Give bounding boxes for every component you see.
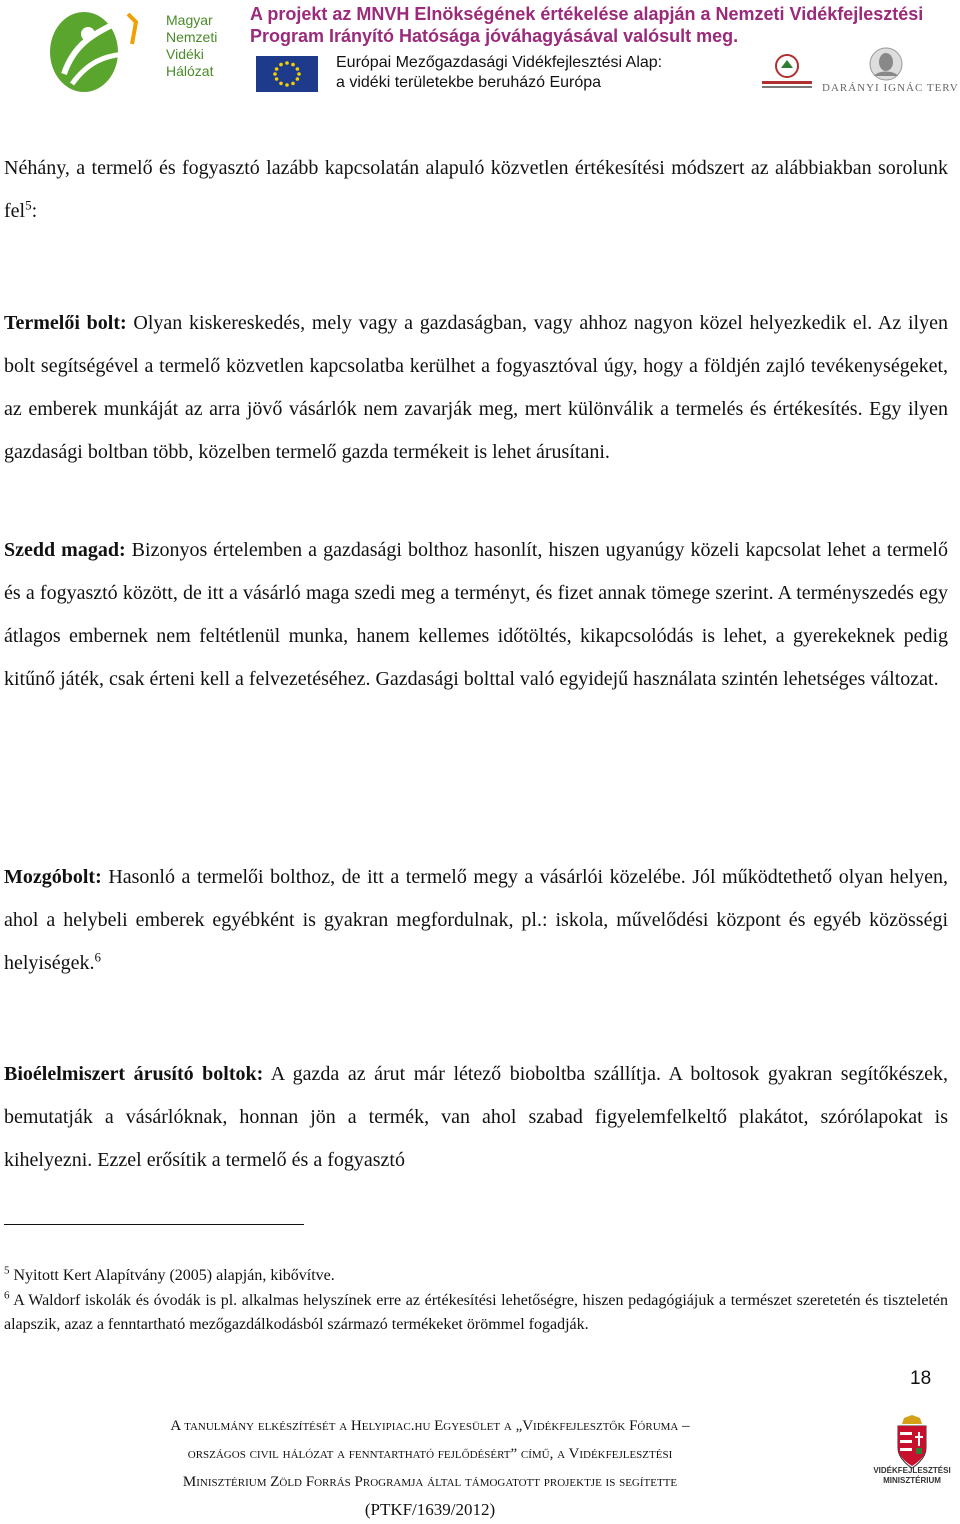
footer-line-2: országos civil hálózat a fenntartható fejlődésért” című, a Vidékfejlesztési xyxy=(187,1446,673,1462)
section-term: Termelői bolt: xyxy=(4,312,127,334)
footnote-number: 6 xyxy=(4,1289,10,1302)
section-mozgobolt xyxy=(4,856,948,985)
footnote-ref-5: 5 xyxy=(25,197,32,213)
footnote-divider xyxy=(4,1224,304,1225)
eafrd-title: Európai Mezőgazdasági Vidékfejlesztési Alap: xyxy=(336,54,663,71)
section-term: Mozgóbolt: xyxy=(4,866,102,888)
footnote-text: Nyitott Kert Alapítvány (2005) alapján, kibővítve. xyxy=(9,1267,335,1284)
project-notice-line-2: Program Irányító Hatósága jóváhagyásával valósult meg. xyxy=(250,26,739,46)
footnote-6 xyxy=(4,1289,948,1337)
section-text: Olyan kiskereskedés, mely vagy a gazdaságban, vagy ahhoz nagyon közel helyezkedik el. Az ilyen bolt segítségével a termelő közvetlen kapcsolatba kerülhet a fogyasztóval úgy, hogy a földjén zajló tevékenységeket, az emberek munkáját az arra jövő vásárlók nem zavarják meg, mert különválik a termelés és értékesítés. Egy ilyen gazdasági boltban több, közelben termelő gazda termékeit is lehet árusítani. xyxy=(4,312,948,463)
section-text: Hasonló a termelői bolthoz, de itt a termelő megy a vásárlói közelébe. Jól működtethető olyan helyen, ahol a helybeli emberek egyébként is gyakran megfordulnak, pl.: iskola, művelődési központ és egyéb közösségi helyiségek. xyxy=(4,866,948,974)
page-header xyxy=(0,0,960,110)
network-logo-word: Hálózat xyxy=(166,63,214,79)
project-notice-line-1: A projekt az MNVH Elnökségének értékelése alapján a Nemzeti Vidékfejlesztési xyxy=(250,4,924,24)
eu-flag-icon xyxy=(256,56,318,92)
section-text: Bizonyos értelemben a gazdasági bolthoz hasonlít, hiszen ugyanúgy közeli kapcsolat lehet a termelő és a fogyasztó között, de itt a vásárló maga szedi meg a terményt, és fizet annak tömege szerint. A terményszedés egy átlagos embernek nem feltétlenül munka, hanem kellemes időtöltés, kikapcsolódás is lehet, a gyerekeknek pedig kitűnő játék, csak érteni kell a felvezetéséhez. Gazdasági bolttal való egyidejű használata szintén lehetséges változat. xyxy=(4,539,948,690)
footer-line-1: A tanulmány elkészítését a Helyipiac.hu Egyesület a „Vidékfejlesztők Fóruma – xyxy=(170,1418,690,1434)
uj-magyarorszag-logo-icon xyxy=(754,52,820,96)
network-logo-text xyxy=(166,12,217,80)
intro-text: Néhány, a termelő és fogyasztó lazább kapcsolatán alapuló közvetlen értékesítési módszert az alábbiakban sorolunk fel xyxy=(4,157,948,222)
footer-line-3: Minisztérium Zöld Forrás Programja által támogatott projektje is segítette xyxy=(182,1474,678,1490)
daranyi-logo-text: DARÁNYI IGNÁC TERV xyxy=(822,82,959,94)
page-number: 18 xyxy=(910,1368,932,1389)
network-logo-word: Nemzeti xyxy=(166,29,218,45)
section-term: Szedd magad: xyxy=(4,539,126,561)
section-termeloi-bolt xyxy=(4,302,948,474)
footer-project-code: (PTKF/1639/2012) xyxy=(364,1500,496,1519)
ministry-logo-text: VIDÉKFEJLESZTÉSI MINISZTÉRIUM xyxy=(873,1466,951,1485)
section-term: Bioélelmiszert árusító boltok: xyxy=(4,1063,264,1085)
section-bioelelmiszer xyxy=(4,1053,948,1182)
network-logo-word: Magyar xyxy=(166,12,213,28)
footnote-ref-6: 6 xyxy=(94,949,102,965)
network-logo-word: Vidéki xyxy=(166,46,204,62)
footnote-text: A Waldorf iskolák és óvodák is pl. alkalmas helyszínek erre az értékesítési lehetőségre, hiszen pedagógiájuk a természet szeretetén és tiszteletén alapszik, azaz a fenntartható mezőgazdálkodásból származó termékeket örömmel fogadják. xyxy=(4,1292,948,1333)
eafrd-subtitle: a vidéki területekbe beruházó Európa xyxy=(336,74,602,91)
footnote-5 xyxy=(4,1264,948,1288)
intro-paragraph xyxy=(4,147,948,233)
footnote-number: 5 xyxy=(4,1264,10,1277)
section-szedd-magad xyxy=(4,529,948,701)
hungarian-coat-of-arms-icon xyxy=(890,1414,934,1470)
intro-end: : xyxy=(31,200,38,222)
section-text: A gazda az árut már létező bioboltba szállítja. A boltosok gyakran segítőkészek, bemutatják a vásárlóknak, honnan jön a termék, van ahol szabad figyelemfelkeltő plakátot, szórólapokat is kihelyezni. Ezzel erősítik a termelő és a fogyasztó xyxy=(4,1063,948,1171)
